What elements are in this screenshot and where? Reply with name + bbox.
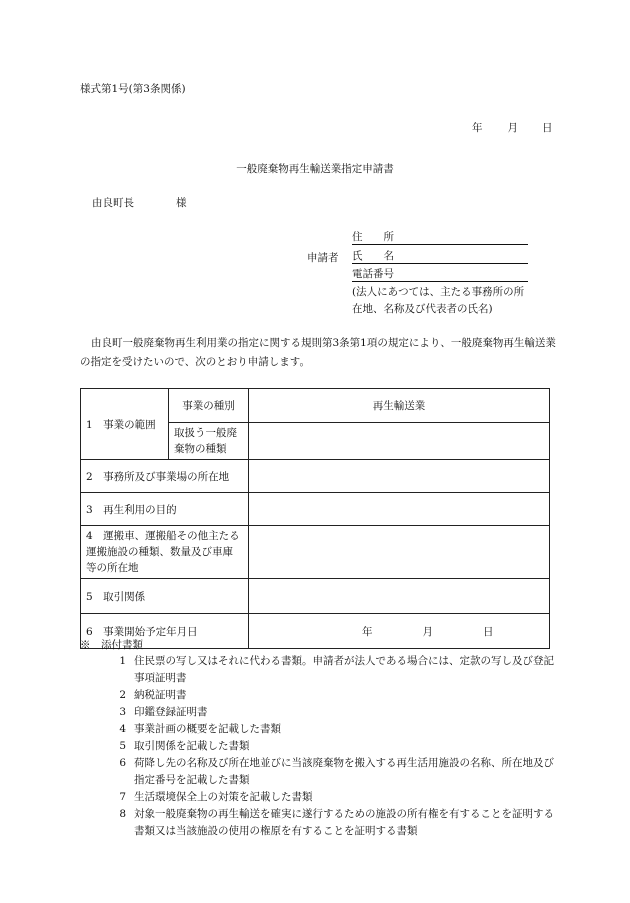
address-label: 住 所 bbox=[352, 231, 394, 243]
list-item bbox=[80, 806, 560, 840]
transport-facilities-value[interactable] bbox=[249, 526, 550, 579]
attachment-number: 3 bbox=[119, 706, 126, 718]
office-location-label: 2 事務所及び事業場の所在地 bbox=[81, 460, 249, 493]
start-date-label: 6 事業開始予定年月日 bbox=[81, 614, 249, 649]
waste-type-label: 取扱う一般廃棄物の種類 bbox=[169, 423, 249, 460]
list-item bbox=[80, 755, 560, 789]
start-date-month: 月 bbox=[422, 625, 433, 638]
addressee-name: 由良町長 bbox=[92, 197, 134, 209]
attachment-text: 取引関係を記載した書類 bbox=[134, 740, 250, 752]
attachment-text: 印鑑登録証明書 bbox=[134, 706, 208, 718]
attachment-number: 8 bbox=[119, 808, 126, 820]
list-item bbox=[80, 687, 560, 704]
attachment-number: 4 bbox=[119, 723, 126, 735]
office-location-value[interactable] bbox=[249, 460, 550, 493]
list-item bbox=[80, 789, 560, 806]
start-date-value[interactable] bbox=[249, 614, 550, 649]
application-date bbox=[472, 120, 553, 135]
recycling-purpose-label: 3 再生利用の目的 bbox=[81, 493, 249, 526]
recycling-purpose-value[interactable] bbox=[249, 493, 550, 526]
list-item bbox=[80, 653, 560, 687]
form-number: 様式第1号(第3条関係) bbox=[80, 83, 186, 95]
transport-facilities-label: 4 運搬車、運搬船その他主たる運搬施設の種類、数量及び車庫等の所在地 bbox=[81, 526, 249, 579]
applicant-note-line: 在地、名称及び代表者の氏名) bbox=[352, 303, 493, 315]
applicant-label: 申請者 bbox=[307, 252, 339, 264]
business-scope-label: 1 事業の範囲 bbox=[81, 389, 169, 460]
attachment-number: 1 bbox=[119, 655, 126, 667]
table-row bbox=[81, 493, 550, 526]
business-type-label: 事業の種別 bbox=[169, 389, 249, 423]
attachment-number: 5 bbox=[119, 740, 126, 752]
attachment-text: 荷降し先の名称及び所在地並びに当該廃棄物を搬入する再生活用施設の名称、所在地及び指定番号を記載した書類 bbox=[134, 757, 554, 786]
table-row bbox=[81, 614, 550, 649]
attachment-text: 納税証明書 bbox=[134, 689, 187, 701]
table-row bbox=[81, 526, 550, 579]
list-item bbox=[80, 721, 560, 738]
attachment-number: 2 bbox=[119, 689, 126, 701]
applicant-note bbox=[352, 284, 524, 318]
attachments-heading: ※ 添付書類 bbox=[80, 639, 143, 651]
phone-label: 電話番号 bbox=[352, 268, 394, 280]
attachment-number: 6 bbox=[119, 757, 126, 769]
document-title: 一般廃棄物再生輸送業指定申請書 bbox=[236, 163, 394, 175]
name-label: 氏 名 bbox=[352, 250, 394, 262]
name-field[interactable] bbox=[352, 248, 528, 264]
list-item bbox=[80, 704, 560, 721]
attachment-text: 対象一般廃棄物の再生輸送を確実に遂行するための施設の所有権を有することを証明する書類又は当該施設の使用の権原を有することを証明する書類 bbox=[134, 808, 554, 837]
date-year-label: 年 bbox=[472, 122, 483, 134]
addressee bbox=[92, 195, 187, 210]
attachment-text: 生活環境保全上の対策を記載した書類 bbox=[134, 791, 313, 803]
list-item bbox=[80, 738, 560, 755]
applicant-note-line: (法人にあつては、主たる事務所の所 bbox=[352, 286, 525, 298]
attachment-number: 7 bbox=[119, 791, 126, 803]
attachment-text: 住民票の写し又はそれに代わる書類。申請者が法人である場合には、定款の写し及び登記事項証明書 bbox=[134, 655, 554, 684]
phone-field[interactable] bbox=[352, 266, 528, 282]
date-month-label: 月 bbox=[507, 122, 518, 134]
business-relations-value[interactable] bbox=[249, 579, 550, 614]
waste-type-value[interactable] bbox=[249, 423, 550, 460]
date-day-label: 日 bbox=[542, 122, 553, 134]
table-row bbox=[81, 389, 550, 423]
address-field[interactable] bbox=[352, 229, 528, 245]
addressee-honorific: 様 bbox=[176, 197, 187, 209]
application-statement: 由良町一般廃棄物再生利用業の指定に関する規則第3条第1項の規定により、一般廃棄物再生輸送業の指定を受けたいので、次のとおり申請します。 bbox=[80, 337, 556, 368]
table-row bbox=[81, 579, 550, 614]
table-row bbox=[81, 460, 550, 493]
business-relations-label: 5 取引関係 bbox=[81, 579, 249, 614]
start-date-day: 日 bbox=[483, 625, 494, 638]
business-type-value[interactable]: 再生輸送業 bbox=[249, 389, 550, 423]
start-date-year: 年 bbox=[362, 625, 373, 638]
attachments-list bbox=[80, 653, 560, 840]
application-table bbox=[80, 388, 550, 649]
attachment-text: 事業計画の概要を記載した書類 bbox=[134, 723, 281, 735]
